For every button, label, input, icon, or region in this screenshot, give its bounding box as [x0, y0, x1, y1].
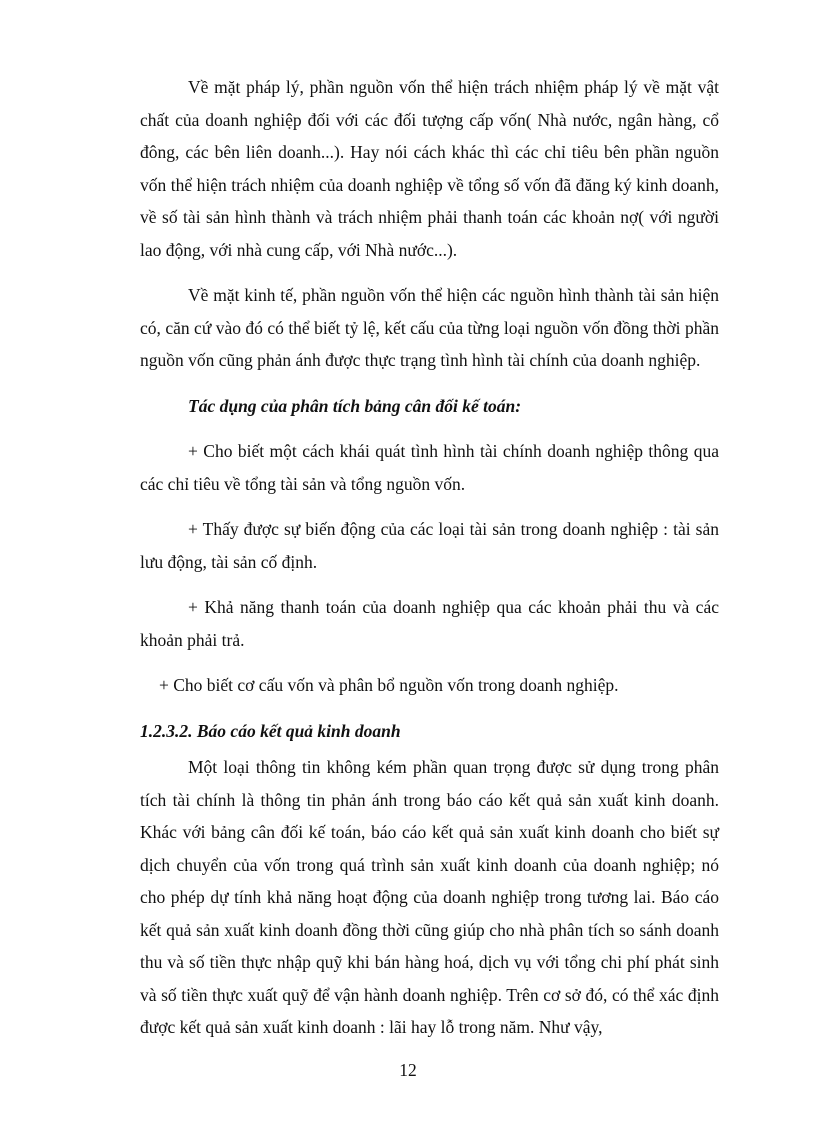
paragraph-income-statement: Một loại thông tin không kém phần quan trọng được sử dụng trong phân tích tài chính là thông tin phản ánh trong báo cáo kết quả sản xuất kinh doanh. Khác với bảng cân đối kế toán, báo cáo kết quả sản xuất kinh doanh cho biết sự dịch chuyển của vốn trong quá trình sản xuất kinh doanh của doanh nghiệp; nó cho phép dự tính khả năng hoạt động của doanh nghiệp trong tương lai. Báo cáo kết quả sản xuất kinh doanh đồng thời cũng giúp cho nhà phân tích so sánh doanh thu và số tiền thực nhập quỹ khi bán hàng hoá, dịch vụ với tổng chi phí phát sinh và số tiền thực xuất quỹ để vận hành doanh nghiệp. Trên cơ sở đó, có thể xác định được kết quả sản xuất kinh doanh : lãi hay lỗ trong năm. Như vậy,: [140, 757, 719, 1037]
bullet-overview-financial: + Cho biết một cách khái quát tình hình tài chính doanh nghiệp thông qua các chỉ tiêu về tổng tài sản và tổng nguồn vốn.: [140, 441, 719, 494]
document-page: [140, 71, 719, 1057]
section-heading-income-statement: 1.2.3.2. Báo cáo kết quả kinh doanh: [140, 720, 401, 741]
bullet-capital-structure: + Cho biết cơ cấu vốn và phân bổ nguồn vốn trong doanh nghiệp.: [159, 675, 619, 695]
page-number: 12: [399, 1060, 417, 1080]
paragraph-economic-aspect: Về mặt kinh tế, phần nguồn vốn thể hiện các nguồn hình thành tài sản hiện có, căn cứ vào đó có thể biết tỷ lệ, kết cấu của từng loại nguồn vốn đồng thời phần nguồn vốn cũng phản ánh được thực trạng tình hình tài chính của doanh nghiệp.: [140, 285, 719, 370]
paragraph-legal-aspect: Về mặt pháp lý, phần nguồn vốn thể hiện trách nhiệm pháp lý về mặt vật chất của doanh nghiệp đối với các đối tượng cấp vốn( Nhà nước, ngân hàng, cổ đông, các bên liên doanh...). Hay nói cách khác thì các chỉ tiêu bên phần nguồn vốn thể hiện trách nhiệm của doanh nghiệp về tổng số vốn đã đăng ký kinh doanh, về số tài sản hình thành và trách nhiệm phải thanh toán các khoản nợ( với người lao động, với nhà cung cấp, với Nhà nước...).: [140, 77, 719, 260]
bullet-payment-ability: + Khả năng thanh toán của doanh nghiệp qua các khoản phải thu và các khoản phải trả.: [140, 597, 719, 650]
bullet-asset-changes: + Thấy được sự biến động của các loại tài sản trong doanh nghiệp : tài sản lưu động, tài sản cố định.: [140, 519, 719, 572]
subheading-balance-sheet-effects: Tác dụng của phân tích bảng cân đối kế toán:: [188, 395, 522, 416]
